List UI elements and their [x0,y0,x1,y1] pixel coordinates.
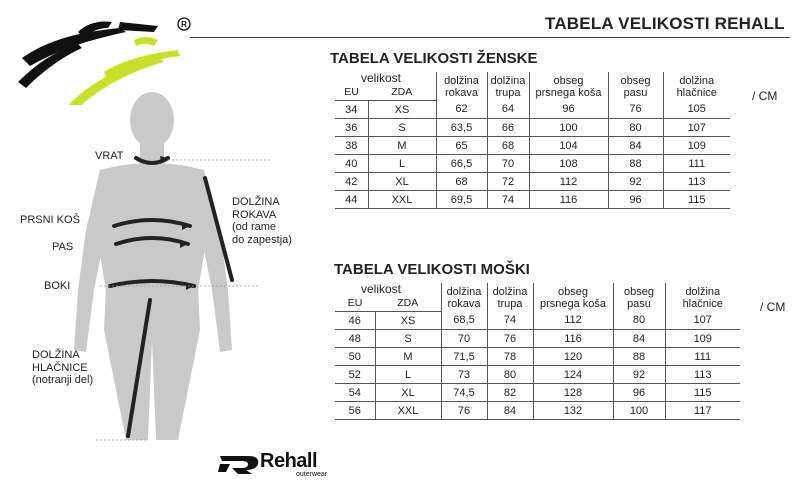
table-row [335,348,740,366]
table-cell: 124 [533,366,613,384]
table-cell: 76 [487,330,533,348]
men-velikost-label: velikost [361,282,402,296]
table-cell: S [375,330,441,348]
body-figure [60,90,280,450]
table-cell: XXL [368,191,436,209]
table-cell: 66,5 [436,155,487,173]
table-row [335,137,730,155]
table-cell: 116 [529,191,608,209]
table-cell: 56 [335,402,375,420]
women-unit: / CM [752,89,778,103]
table-row [335,191,730,209]
women-header-trupa: dolžina trupa [487,72,529,101]
men-size-table [335,283,740,420]
label-boki: BOKI [44,280,71,292]
table-cell: 100 [529,119,608,137]
rehall-mark-icon [218,452,262,476]
table-cell: 117 [665,402,740,420]
table-cell: 52 [335,366,375,384]
table-row [335,155,730,173]
table-row [335,402,740,420]
table-cell: 68 [436,173,487,191]
label-hlacnice: DOLŽINA HLAČNICE (notranji del) [32,349,94,386]
table-cell: 109 [663,137,730,155]
table-cell: L [368,155,436,173]
table-cell: 111 [665,348,740,366]
table-cell: 74 [487,191,529,209]
table-cell: 54 [335,384,375,402]
table-cell: 84 [608,137,663,155]
table-cell: 112 [533,312,613,330]
table-cell: 74 [487,312,533,330]
table-cell: 109 [665,330,740,348]
men-header-eu: EU [335,295,375,312]
women-size-table [335,72,730,209]
women-header-hlacnice: dolžina hlačnice [663,72,730,101]
table-cell: M [368,137,436,155]
table-cell: 96 [529,101,608,119]
table-cell: 107 [665,312,740,330]
table-cell: 80 [608,119,663,137]
table-cell: 92 [613,366,665,384]
women-header-zda: ZDA [368,84,436,101]
table-cell: 120 [533,348,613,366]
table-row [335,384,740,402]
women-header-prsni: obseg prsnega koša [529,72,608,101]
table-cell: 63,5 [436,119,487,137]
men-header-rokava: dolžina rokava [441,283,487,312]
table-cell: 96 [613,384,665,402]
table-cell: XS [368,101,436,119]
table-row [335,101,730,119]
table-cell: 128 [533,384,613,402]
table-cell: 104 [529,137,608,155]
women-header-rokava: dolžina rokava [436,72,487,101]
table-cell: 68,5 [441,312,487,330]
table-cell: 66 [487,119,529,137]
women-velikost-label: velikost [361,71,402,85]
table-cell: XL [375,384,441,402]
women-header-eu: EU [335,84,368,101]
women-header-pas: obseg pasu [608,72,663,101]
rehall-wordmark: Rehall [260,450,318,472]
table-cell: 96 [608,191,663,209]
table-cell: 70 [487,155,529,173]
table-cell: 107 [663,119,730,137]
table-cell: 100 [613,402,665,420]
rehall-logo [218,450,338,484]
label-prsni-kos: PRSNI KOŠ [20,214,80,226]
table-cell: S [368,119,436,137]
men-header-zda: ZDA [375,295,441,312]
table-cell: 36 [335,119,368,137]
table-cell: 108 [529,155,608,173]
label-vrat: VRAT [95,150,124,162]
table-cell: 65 [436,137,487,155]
table-cell: 38 [335,137,368,155]
table-row [335,312,740,330]
men-unit: / CM [760,300,786,314]
table-cell: 132 [533,402,613,420]
table-cell: L [375,366,441,384]
table-cell: 115 [665,384,740,402]
table-cell: 82 [487,384,533,402]
table-cell: M [375,348,441,366]
table-cell: 40 [335,155,368,173]
table-cell: 50 [335,348,375,366]
table-cell: 84 [487,402,533,420]
table-cell: 76 [441,402,487,420]
table-cell: 62 [436,101,487,119]
men-header-pas: obseg pasu [613,283,665,312]
table-row [335,119,730,137]
table-cell: 88 [608,155,663,173]
women-table-title: TABELA VELIKOSTI ŽENSKE [330,50,538,67]
table-cell: 115 [663,191,730,209]
table-cell: 46 [335,312,375,330]
table-row [335,366,740,384]
table-cell: 113 [665,366,740,384]
table-cell: 71,5 [441,348,487,366]
men-header-trupa: dolžina trupa [487,283,533,312]
title-divider [190,37,790,38]
table-cell: 111 [663,155,730,173]
label-rokava: DOLŽINA ROKAVA (od rame do zapestja) [232,196,292,246]
table-cell: XS [375,312,441,330]
table-cell: 112 [529,173,608,191]
table-cell: 80 [487,366,533,384]
men-header-prsni: obseg prsnega koša [533,283,613,312]
table-cell: 64 [487,101,529,119]
table-cell: 69,5 [436,191,487,209]
table-cell: 73 [441,366,487,384]
table-cell: 48 [335,330,375,348]
table-cell: XXL [375,402,441,420]
table-cell: 113 [663,173,730,191]
table-cell: 44 [335,191,368,209]
table-cell: 92 [608,173,663,191]
table-row [335,173,730,191]
table-cell: 78 [487,348,533,366]
label-pas: PAS [52,241,74,253]
table-cell: 72 [487,173,529,191]
table-cell: 105 [663,101,730,119]
table-cell: 74,5 [441,384,487,402]
rehall-sub: outerwear [296,471,328,478]
table-row [335,330,740,348]
table-cell: 88 [613,348,665,366]
table-cell: 76 [608,101,663,119]
men-table-title: TABELA VELIKOSTI MOŠKI [334,261,530,278]
table-cell: 80 [613,312,665,330]
table-cell: 34 [335,101,368,119]
table-cell: 116 [533,330,613,348]
table-cell: XL [368,173,436,191]
svg-text:R: R [181,20,187,29]
men-header-hlacnice: dolžina hlačnice [665,283,740,312]
table-cell: 68 [487,137,529,155]
table-cell: 84 [613,330,665,348]
page-title: TABELA VELIKOSTI REHALL [545,14,785,33]
table-cell: 70 [441,330,487,348]
table-cell: 42 [335,173,368,191]
